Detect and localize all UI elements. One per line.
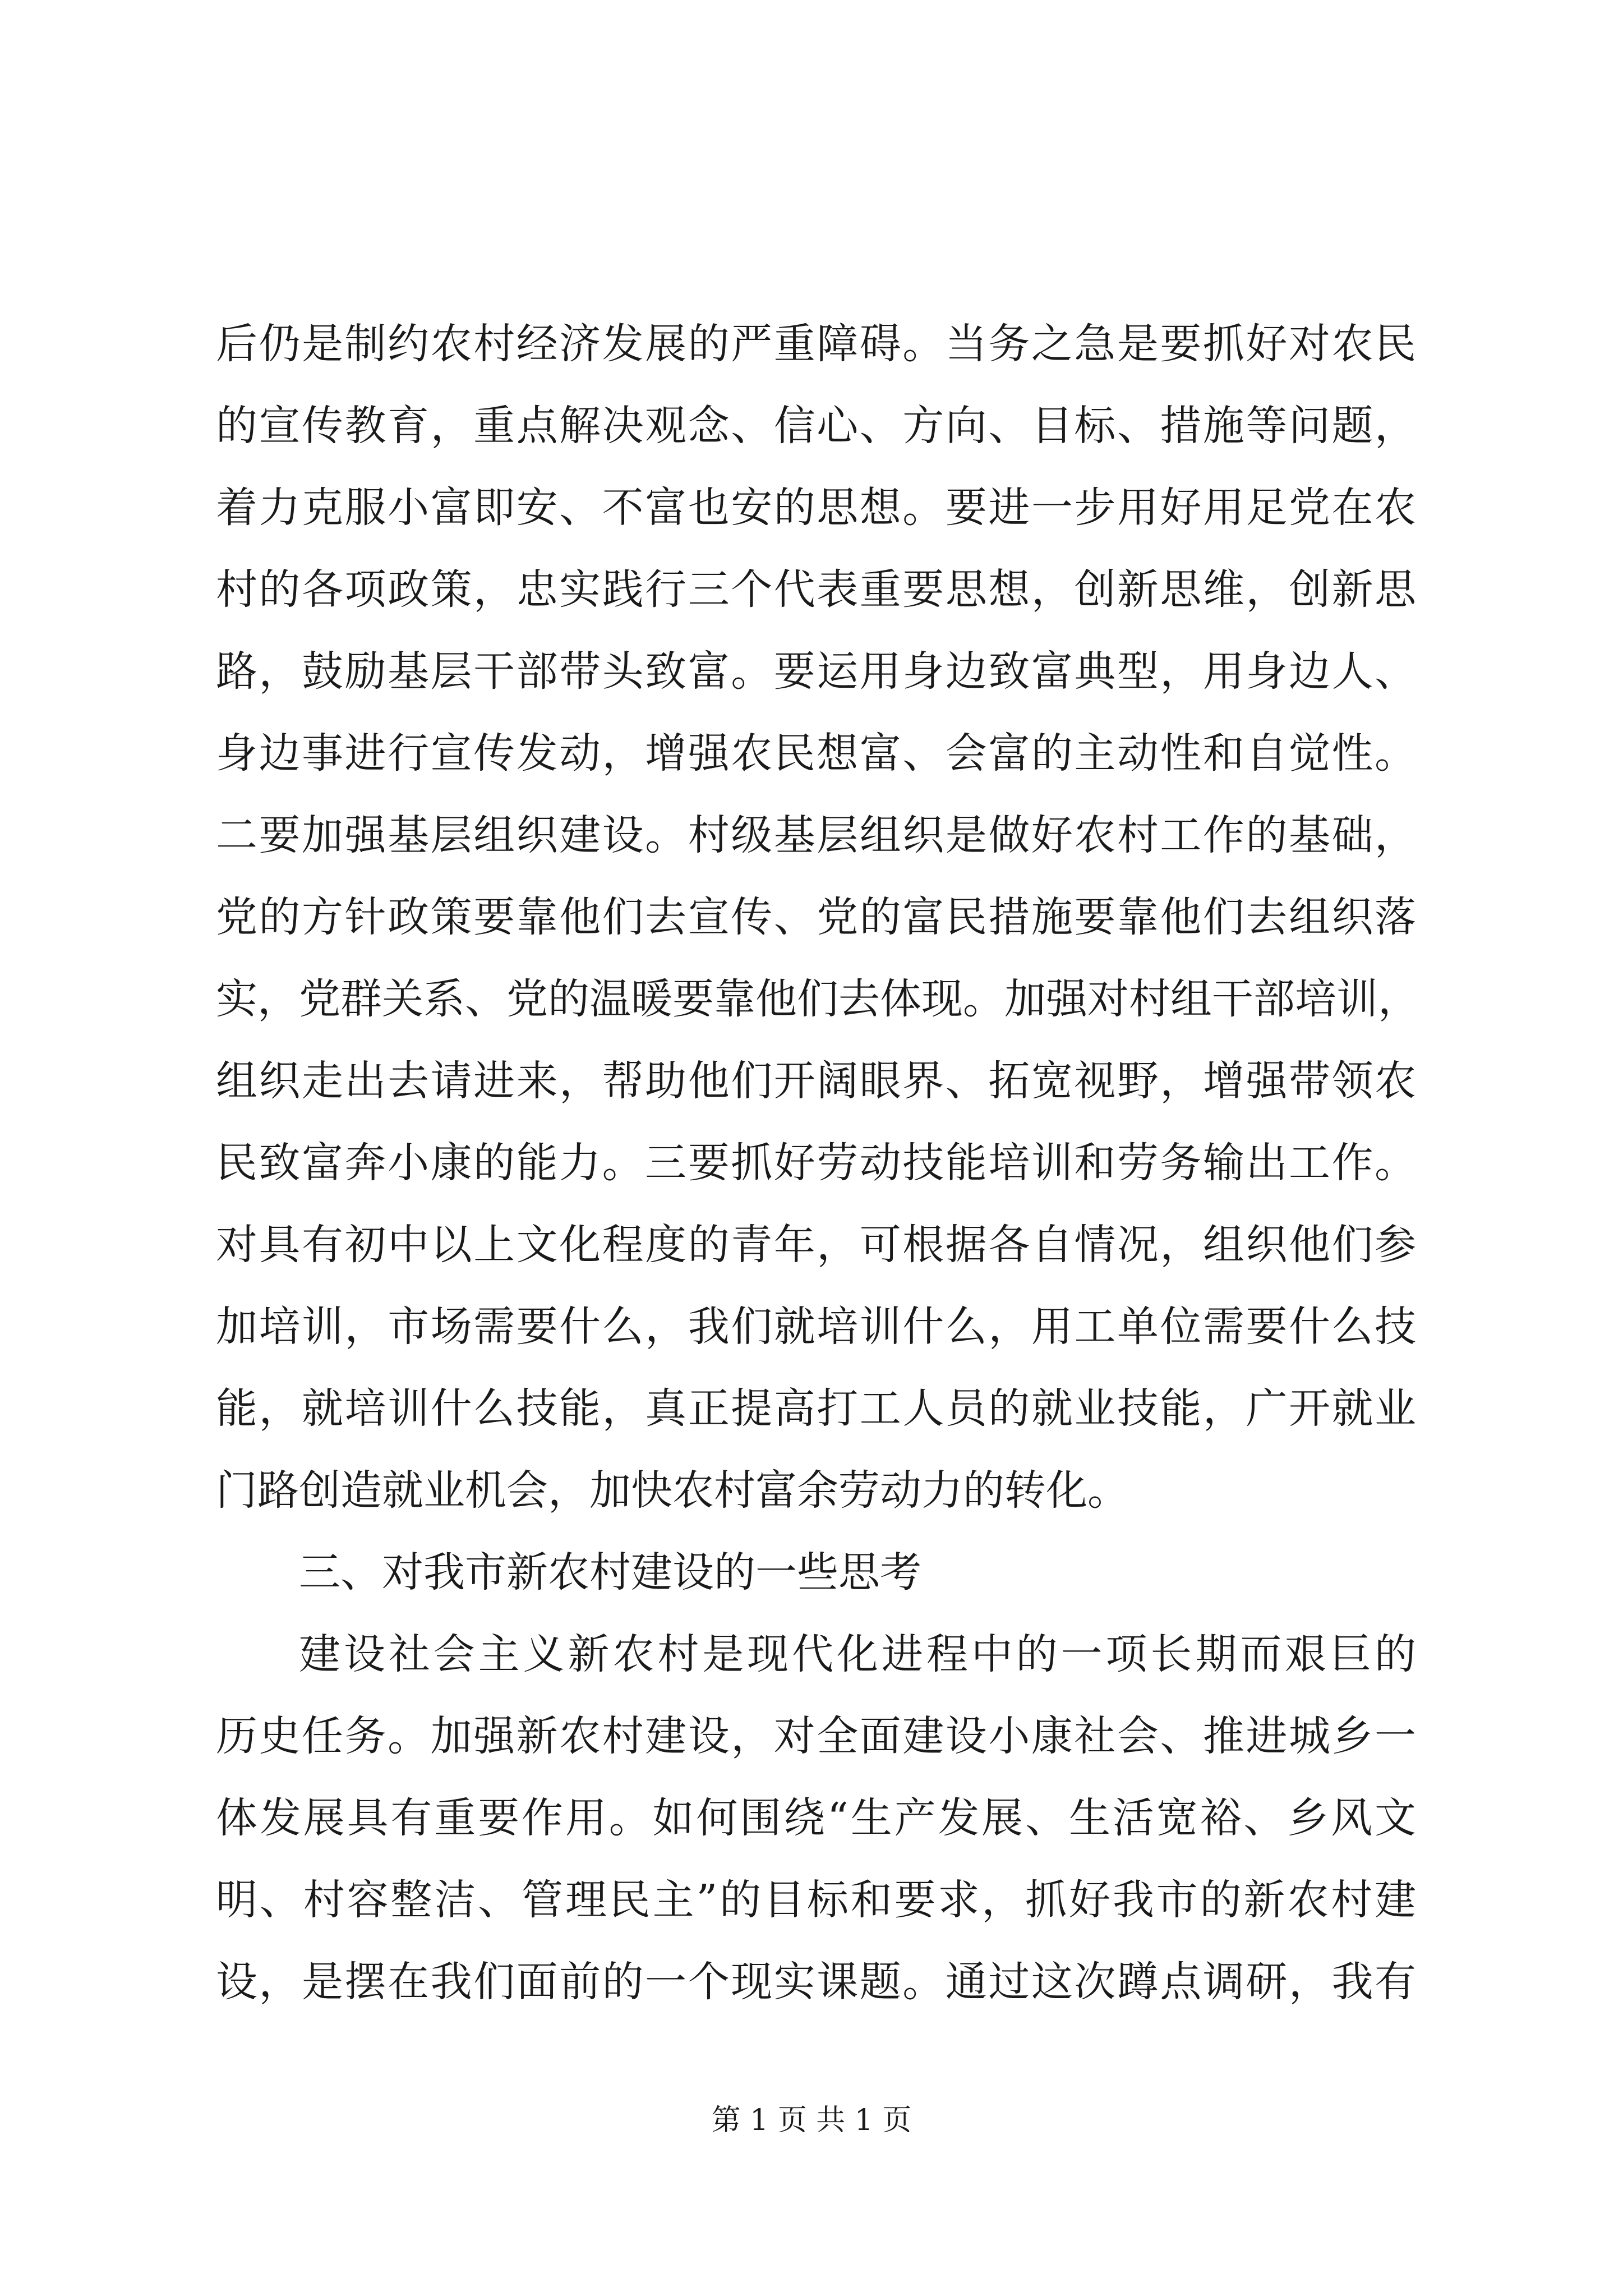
text-line: 后仍是制约农村经济发展的严重障碍。当务之急是要抓好对农民 [216, 320, 1416, 368]
text-line: 加培训，市场需要什么，我们就培训什么，用工单位需要什么技 [216, 1303, 1416, 1351]
text-line: 门路创造就业机会，加快农村富余劳动力的转化。 [216, 1466, 1129, 1515]
text-line: 建设社会主义新农村是现代化进程中的一项长期而艰巨的 [299, 1630, 1416, 1678]
text-line: 民致富奔小康的能力。三要抓好劳动技能培训和劳务输出工作。 [216, 1139, 1416, 1187]
text-line: 党的方针政策要靠他们去宣传、党的富民措施要靠他们去组织落 [216, 893, 1416, 941]
text-line: 着力克服小富即安、不富也安的思想。要进一步用好用足党在农 [216, 484, 1416, 532]
text-line: 实，党群关系、党的温暖要靠他们去体现。加强对村组干部培训， [216, 975, 1419, 1023]
section-heading: 三、对我市新农村建设的一些思考 [299, 1548, 921, 1596]
text-line: 体发展具有重要作用。如何围绕“生产发展、生活宽裕、乡风文 [216, 1794, 1416, 1842]
text-line: 组织走出去请进来，帮助他们开阔眼界、拓宽视野，增强带领农 [216, 1057, 1416, 1105]
text-line: 的宣传教育，重点解决观念、信心、方向、目标、措施等问题， [216, 402, 1416, 450]
document-body [216, 303, 1419, 2023]
text-line: 明、村容整洁、管理民主”的目标和要求，抓好我市的新农村建 [216, 1876, 1416, 1924]
text-line: 二要加强基层组织建设。村级基层组织是做好农村工作的基础， [216, 811, 1416, 859]
text-line: 路，鼓励基层干部带头致富。要运用身边致富典型，用身边人、 [216, 647, 1416, 696]
text-line: 身边事进行宣传发动，增强农民想富、会富的主动性和自觉性。 [216, 729, 1416, 777]
text-line: 能，就培训什么技能，真正提高打工人员的就业技能，广开就业 [216, 1384, 1416, 1433]
text-line: 设，是摆在我们面前的一个现实课题。通过这次蹲点调研，我有 [216, 1958, 1416, 2006]
text-line: 对具有初中以上文化程度的青年，可根据各自情况，组织他们参 [216, 1221, 1416, 1269]
page-footer: 第 1 页 共 1 页 [711, 2104, 912, 2137]
text-line: 历史任务。加强新农村建设，对全面建设小康社会、推进城乡一 [216, 1712, 1416, 1760]
text-line: 村的各项政策，忠实践行三个代表重要思想，创新思维，创新思 [216, 565, 1416, 614]
